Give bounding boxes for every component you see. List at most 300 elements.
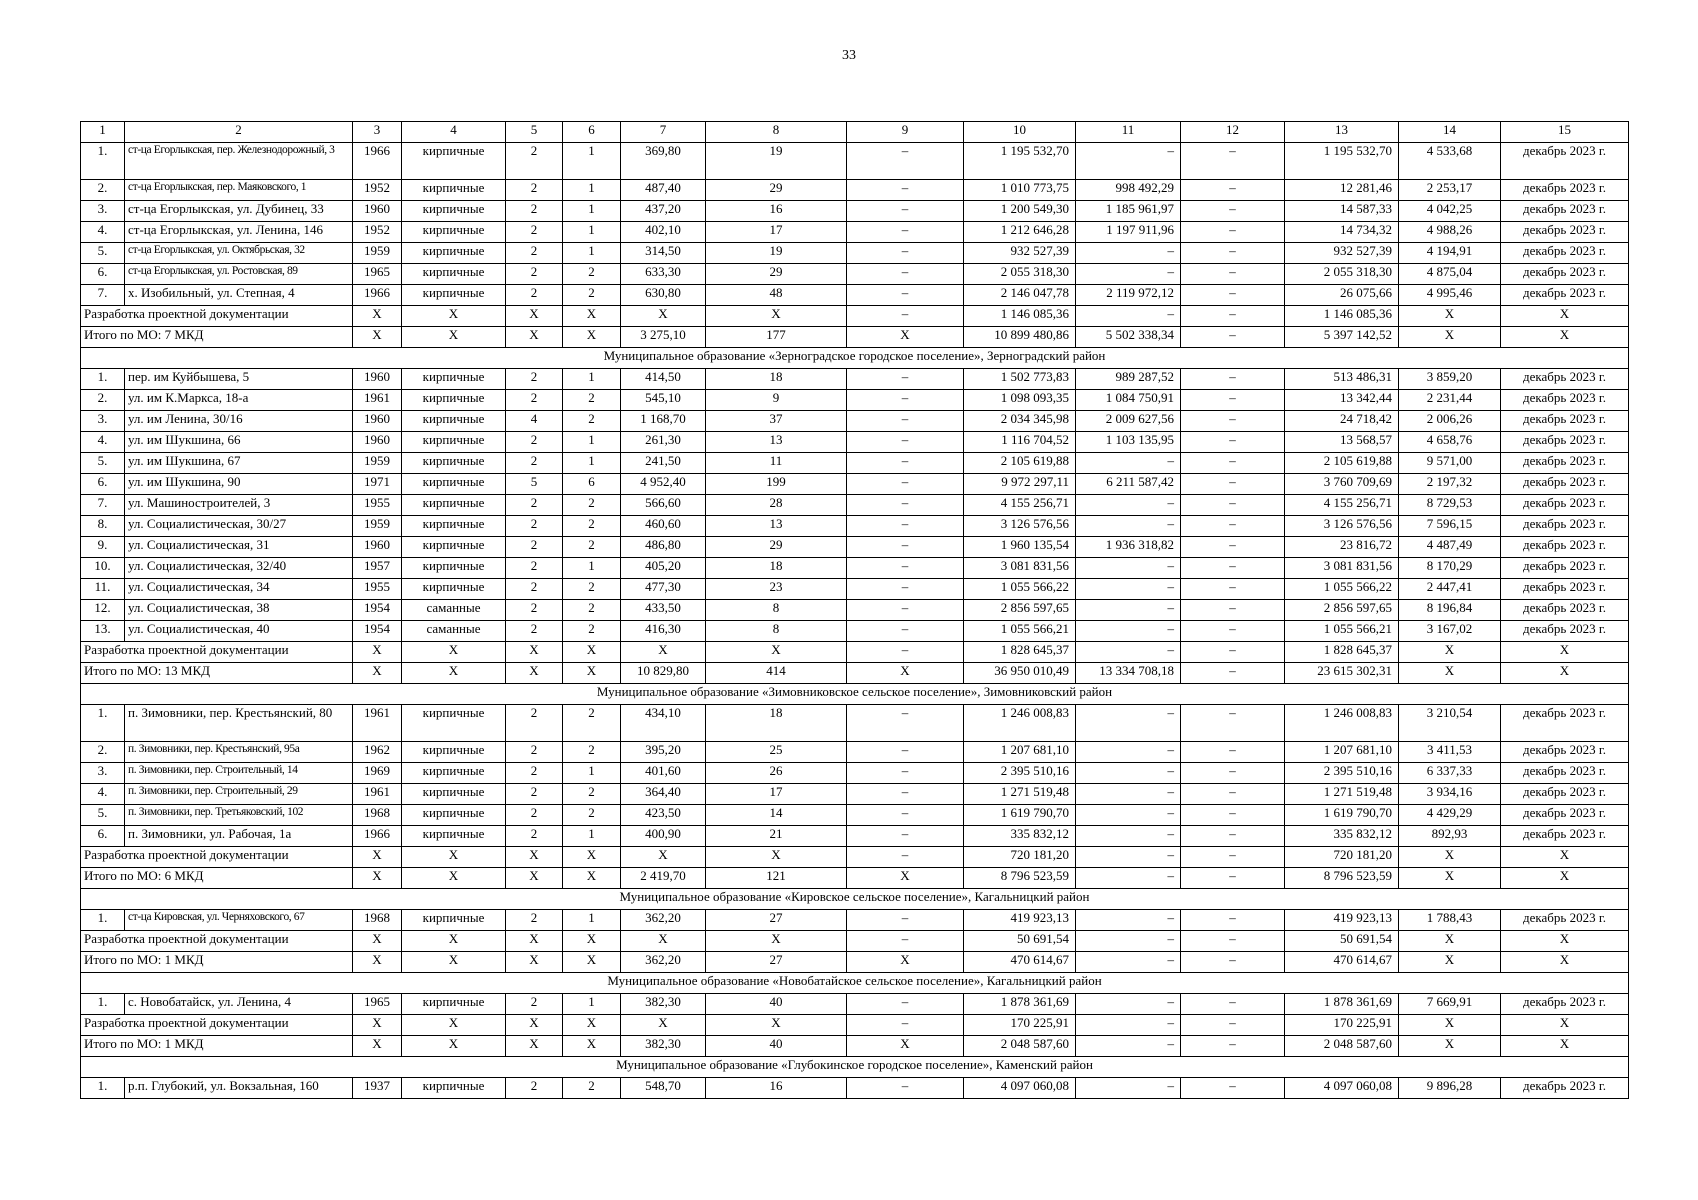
table-cell: декабрь 2023 г. [1501,805,1629,826]
summary-cell: 10 829,80 [621,663,706,684]
table-cell: 13 342,44 [1285,390,1399,411]
summary-cell: X [353,847,402,868]
address-cell: п. Зимовники, пер. Крестьянский, 95а [125,742,353,763]
table-cell: 2 [563,621,621,642]
table-row [81,285,1629,306]
column-number-cell: 15 [1501,122,1629,143]
summary-cell: – [847,931,964,952]
table-cell: 2 [506,994,563,1015]
summary-cell: X [847,663,964,684]
summary-cell: X [1501,642,1629,663]
row-number-cell: 1. [81,994,125,1015]
table-cell: 1 [563,763,621,784]
table-cell: 1 197 911,96 [1076,222,1181,243]
address-cell: п. Зимовники, пер. Крестьянский, 80 [125,705,353,742]
table-cell: 1 271 519,48 [964,784,1076,805]
table-cell: 1 116 704,52 [964,432,1076,453]
address-cell: ул. Социалистическая, 34 [125,579,353,600]
table-cell: 2 [506,369,563,390]
table-cell: 633,30 [621,264,706,285]
table-cell: 3 210,54 [1399,705,1501,742]
summary-cell: X [706,847,847,868]
table-cell: – [847,495,964,516]
table-cell: кирпичные [402,201,506,222]
table-cell: – [1181,201,1285,222]
table-row [81,742,1629,763]
table-cell: кирпичные [402,243,506,264]
summary-cell: 170 225,91 [964,1015,1076,1036]
table-cell: – [1076,243,1181,264]
table-cell: 2 [506,390,563,411]
summary-cell: – [847,642,964,663]
table-cell: 5 [506,474,563,495]
table-cell: 1962 [353,742,402,763]
table-cell: 1960 [353,432,402,453]
table-cell: 4 952,40 [621,474,706,495]
summary-cell: 2 419,70 [621,868,706,889]
table-cell: кирпичные [402,474,506,495]
table-cell: 1966 [353,143,402,180]
summary-cell: 23 615 302,31 [1285,663,1399,684]
table-cell: 2 [506,143,563,180]
row-number-cell: 1. [81,705,125,742]
table-row [81,537,1629,558]
table-cell: 6 [563,474,621,495]
address-cell: ст-ца Егорлыкская, пер. Железнодорожный, 3 [125,143,353,180]
table-cell: 4 097 060,08 [1285,1078,1399,1099]
table-cell: декабрь 2023 г. [1501,369,1629,390]
municipality-name: Муниципальное образование «Зимовниковское сельское поселение», Зимовниковский район [81,684,1629,705]
table-cell: – [1181,369,1285,390]
table-cell: 1 [563,826,621,847]
table-cell: 2 [506,600,563,621]
table-cell: 1 055 566,22 [964,579,1076,600]
column-number-cell: 2 [125,122,353,143]
table-cell: – [1076,264,1181,285]
summary-cell: X [1501,663,1629,684]
table-cell: 1 055 566,21 [964,621,1076,642]
table-cell: кирпичные [402,453,506,474]
table-cell: декабрь 2023 г. [1501,621,1629,642]
summary-row [81,642,1629,663]
table-cell: 423,50 [621,805,706,826]
table-cell: 2 [506,180,563,201]
table-cell: 989 287,52 [1076,369,1181,390]
table-cell: 2 105 619,88 [1285,453,1399,474]
address-cell: ст-ца Егорлыкская, пер. Маяковского, 1 [125,180,353,201]
table-cell: кирпичные [402,369,506,390]
summary-cell: 36 950 010,49 [964,663,1076,684]
summary-cell: X [353,327,402,348]
summary-row [81,327,1629,348]
table-cell: – [847,579,964,600]
summary-cell: X [621,1015,706,1036]
summary-cell: 50 691,54 [1285,931,1399,952]
page-number: 33 [842,48,856,63]
table-cell: 2 856 597,65 [1285,600,1399,621]
summary-cell: X [1399,663,1501,684]
summary-cell: X [506,1036,563,1057]
address-cell: ул. им Шукшина, 67 [125,453,353,474]
table-cell: 1 195 532,70 [1285,143,1399,180]
table-cell: 28 [706,495,847,516]
table-cell: кирпичные [402,285,506,306]
table-cell: – [1181,910,1285,931]
summary-cell: X [563,868,621,889]
table-cell: 37 [706,411,847,432]
table-cell: – [847,600,964,621]
summary-cell: X [1399,847,1501,868]
summary-cell: X [563,642,621,663]
summary-cell: – [1076,1015,1181,1036]
summary-label: Итого по МО: 7 МКД [81,327,353,348]
table-cell: 4 155 256,71 [1285,495,1399,516]
table-cell: 14 587,33 [1285,201,1399,222]
address-cell: ул. Социалистическая, 30/27 [125,516,353,537]
column-number-cell: 3 [353,122,402,143]
table-cell: 1 [563,558,621,579]
table-cell: 2 [506,264,563,285]
summary-cell: X [506,327,563,348]
table-cell: 11 [706,453,847,474]
table-cell: 2 [506,495,563,516]
table-cell: 932 527,39 [1285,243,1399,264]
summary-cell: X [353,642,402,663]
table-cell: 2 [506,621,563,642]
table-cell: – [1181,600,1285,621]
table-cell: 2 447,41 [1399,579,1501,600]
summary-row [81,868,1629,889]
table-cell: – [847,742,964,763]
table-cell: декабрь 2023 г. [1501,264,1629,285]
summary-row [81,952,1629,973]
table-cell: 1 960 135,54 [964,537,1076,558]
table-cell: кирпичные [402,222,506,243]
table-cell: 998 492,29 [1076,180,1181,201]
table-cell: 12 281,46 [1285,180,1399,201]
table-cell: – [847,143,964,180]
table-cell: 2 034 345,98 [964,411,1076,432]
summary-cell: X [563,952,621,973]
table-cell: саманные [402,621,506,642]
table-cell: 2 [506,910,563,931]
table-cell: 1 207 681,10 [1285,742,1399,763]
table-cell: 13 568,57 [1285,432,1399,453]
table-cell: – [847,453,964,474]
table-cell: 6 211 587,42 [1076,474,1181,495]
summary-cell: X [353,931,402,952]
table-cell: – [1076,558,1181,579]
table-cell: 2 [563,411,621,432]
row-number-cell: 10. [81,558,125,579]
table-cell: 1 055 566,22 [1285,579,1399,600]
row-number-cell: 7. [81,285,125,306]
table-cell: 2 [506,537,563,558]
table-cell: 2 395 510,16 [964,763,1076,784]
table-cell: 2 [506,705,563,742]
table-cell: 2 055 318,30 [1285,264,1399,285]
table-cell: 1966 [353,285,402,306]
summary-cell: 720 181,20 [964,847,1076,868]
table-cell: – [1181,826,1285,847]
table-cell: – [847,994,964,1015]
row-number-cell: 7. [81,495,125,516]
summary-cell: 177 [706,327,847,348]
table-cell: декабрь 2023 г. [1501,432,1629,453]
summary-cell: X [847,868,964,889]
table-cell: кирпичные [402,264,506,285]
table-cell: 4 429,29 [1399,805,1501,826]
summary-cell: X [1399,642,1501,663]
column-number-cell: 11 [1076,122,1181,143]
table-cell: 9 [706,390,847,411]
table-cell: – [1181,243,1285,264]
table-cell: 2 006,26 [1399,411,1501,432]
row-number-cell: 2. [81,742,125,763]
summary-cell: X [353,868,402,889]
column-number-cell: 14 [1399,122,1501,143]
address-cell: ул. Социалистическая, 32/40 [125,558,353,579]
table-cell: 1 [563,369,621,390]
summary-label: Итого по МО: 1 МКД [81,952,353,973]
table-cell: 2 146 047,78 [964,285,1076,306]
table-cell: 1 271 519,48 [1285,784,1399,805]
summary-cell: X [706,306,847,327]
table-cell: 382,30 [621,994,706,1015]
row-number-cell: 1. [81,143,125,180]
table-cell: 3 081 831,56 [964,558,1076,579]
table-cell: декабрь 2023 г. [1501,180,1629,201]
table-cell: 1955 [353,495,402,516]
summary-cell: X [506,642,563,663]
table-cell: 566,60 [621,495,706,516]
table-cell: 19 [706,143,847,180]
table-cell: 1 195 532,70 [964,143,1076,180]
table-row [81,222,1629,243]
table-cell: кирпичные [402,742,506,763]
table-cell: – [1181,432,1285,453]
table-cell: 548,70 [621,1078,706,1099]
summary-cell: X [1501,1036,1629,1057]
table-cell: – [1076,994,1181,1015]
table-cell: декабрь 2023 г. [1501,243,1629,264]
table-row [81,994,1629,1015]
summary-cell: X [563,306,621,327]
table-cell: 1 788,43 [1399,910,1501,931]
row-number-cell: 6. [81,826,125,847]
table-body [81,122,1629,1099]
row-number-cell: 3. [81,763,125,784]
summary-cell: X [353,1036,402,1057]
table-cell: 405,20 [621,558,706,579]
table-cell: 487,40 [621,180,706,201]
table-cell: 2 [563,742,621,763]
table-cell: – [847,516,964,537]
table-cell: – [847,201,964,222]
summary-cell: – [1181,663,1285,684]
table-cell: – [1181,390,1285,411]
table-cell: – [1076,516,1181,537]
table-cell: 4 487,49 [1399,537,1501,558]
summary-cell: 362,20 [621,952,706,973]
summary-cell: X [402,642,506,663]
table-row [81,1078,1629,1099]
summary-cell: – [1076,868,1181,889]
summary-cell: X [563,1015,621,1036]
table-cell: – [847,369,964,390]
table-cell: 1952 [353,180,402,201]
table-cell: 1957 [353,558,402,579]
table-row [81,558,1629,579]
table-cell: 513 486,31 [1285,369,1399,390]
table-cell: 1971 [353,474,402,495]
table-row [81,453,1629,474]
table-cell: декабрь 2023 г. [1501,826,1629,847]
table-cell: 2 [563,495,621,516]
summary-row [81,306,1629,327]
table-cell: 29 [706,537,847,558]
table-cell: кирпичные [402,994,506,1015]
summary-cell: 1 828 645,37 [1285,642,1399,663]
summary-cell: X [402,663,506,684]
row-number-cell: 5. [81,243,125,264]
table-cell: – [847,784,964,805]
summary-cell: X [353,663,402,684]
table-cell: 26 075,66 [1285,285,1399,306]
summary-cell: X [563,663,621,684]
table-cell: 2 856 597,65 [964,600,1076,621]
table-cell: 1 [563,201,621,222]
row-number-cell: 4. [81,432,125,453]
table-cell: 1955 [353,579,402,600]
summary-cell: 5 397 142,52 [1285,327,1399,348]
table-cell: 1 103 135,95 [1076,432,1181,453]
table-cell: – [847,805,964,826]
table-cell: – [1181,474,1285,495]
table-row [81,784,1629,805]
table-cell: 2 [563,784,621,805]
table-cell: 4 875,04 [1399,264,1501,285]
table-cell: 1954 [353,600,402,621]
summary-cell: X [847,952,964,973]
table-cell: 17 [706,222,847,243]
table-cell: кирпичные [402,579,506,600]
table-cell: – [1076,143,1181,180]
summary-cell: X [1501,952,1629,973]
table-cell: 2 [563,264,621,285]
municipality-name: Муниципальное образование «Кировское сельское поселение», Кагальницкий район [81,889,1629,910]
row-number-cell: 11. [81,579,125,600]
table-cell: 364,40 [621,784,706,805]
table-cell: 13 [706,432,847,453]
table-cell: 2 [506,1078,563,1099]
summary-cell: – [847,306,964,327]
table-cell: 4 658,76 [1399,432,1501,453]
table-cell: 4 097 060,08 [964,1078,1076,1099]
table-cell: – [1076,579,1181,600]
table-cell: 1 [563,222,621,243]
table-cell: 18 [706,558,847,579]
column-number-cell: 13 [1285,122,1399,143]
row-number-cell: 5. [81,805,125,826]
summary-cell: X [1399,327,1501,348]
table-row [81,600,1629,621]
column-number-cell: 7 [621,122,706,143]
summary-cell: 2 048 587,60 [964,1036,1076,1057]
table-cell: декабрь 2023 г. [1501,763,1629,784]
table-cell: 1968 [353,805,402,826]
table-cell: 9 571,00 [1399,453,1501,474]
table-cell: 1969 [353,763,402,784]
municipality-header-row [81,1057,1629,1078]
table-cell: 2 [506,516,563,537]
summary-cell: X [1501,306,1629,327]
municipality-header-row [81,973,1629,994]
table-cell: – [1181,495,1285,516]
table-cell: декабрь 2023 г. [1501,784,1629,805]
summary-label: Итого по МО: 13 МКД [81,663,353,684]
table-cell: декабрь 2023 г. [1501,222,1629,243]
table-cell: декабрь 2023 г. [1501,705,1629,742]
table-cell: 419 923,13 [964,910,1076,931]
table-row [81,143,1629,180]
table-cell: – [847,558,964,579]
table-cell: 2 [563,579,621,600]
table-cell: 1 878 361,69 [1285,994,1399,1015]
table-cell: 1966 [353,826,402,847]
table-cell: 1 246 008,83 [964,705,1076,742]
table-row [81,705,1629,742]
table-row [81,474,1629,495]
housing-registry-table [80,121,1629,1099]
table-row [81,621,1629,642]
table-cell: – [847,1078,964,1099]
table-cell: 2 [563,805,621,826]
table-cell: 1 185 961,97 [1076,201,1181,222]
table-cell: – [847,763,964,784]
address-cell: п. Зимовники, пер. Строительный, 29 [125,784,353,805]
table-cell: кирпичные [402,910,506,931]
summary-cell: X [402,327,506,348]
table-cell: 335 832,12 [1285,826,1399,847]
table-cell: 1960 [353,369,402,390]
table-row [81,495,1629,516]
table-cell: – [1181,784,1285,805]
table-cell: – [1076,826,1181,847]
table-cell: 6 337,33 [1399,763,1501,784]
address-cell: п. Зимовники, пер. Строительный, 14 [125,763,353,784]
summary-cell: 1 828 645,37 [964,642,1076,663]
summary-label: Итого по МО: 1 МКД [81,1036,353,1057]
table-cell: – [1181,537,1285,558]
summary-cell: X [1501,931,1629,952]
summary-row [81,663,1629,684]
table-cell: 1 [563,910,621,931]
table-cell: 2 [506,763,563,784]
table-cell: 1 [563,994,621,1015]
table-cell: 48 [706,285,847,306]
table-cell: – [1181,516,1285,537]
table-cell: 4 155 256,71 [964,495,1076,516]
summary-cell: X [506,931,563,952]
column-number-cell: 6 [563,122,621,143]
table-cell: 362,20 [621,910,706,931]
table-cell: – [1181,705,1285,742]
table-cell: 460,60 [621,516,706,537]
table-cell: декабрь 2023 г. [1501,390,1629,411]
row-number-cell: 2. [81,180,125,201]
address-cell: п. Зимовники, ул. Рабочая, 1а [125,826,353,847]
